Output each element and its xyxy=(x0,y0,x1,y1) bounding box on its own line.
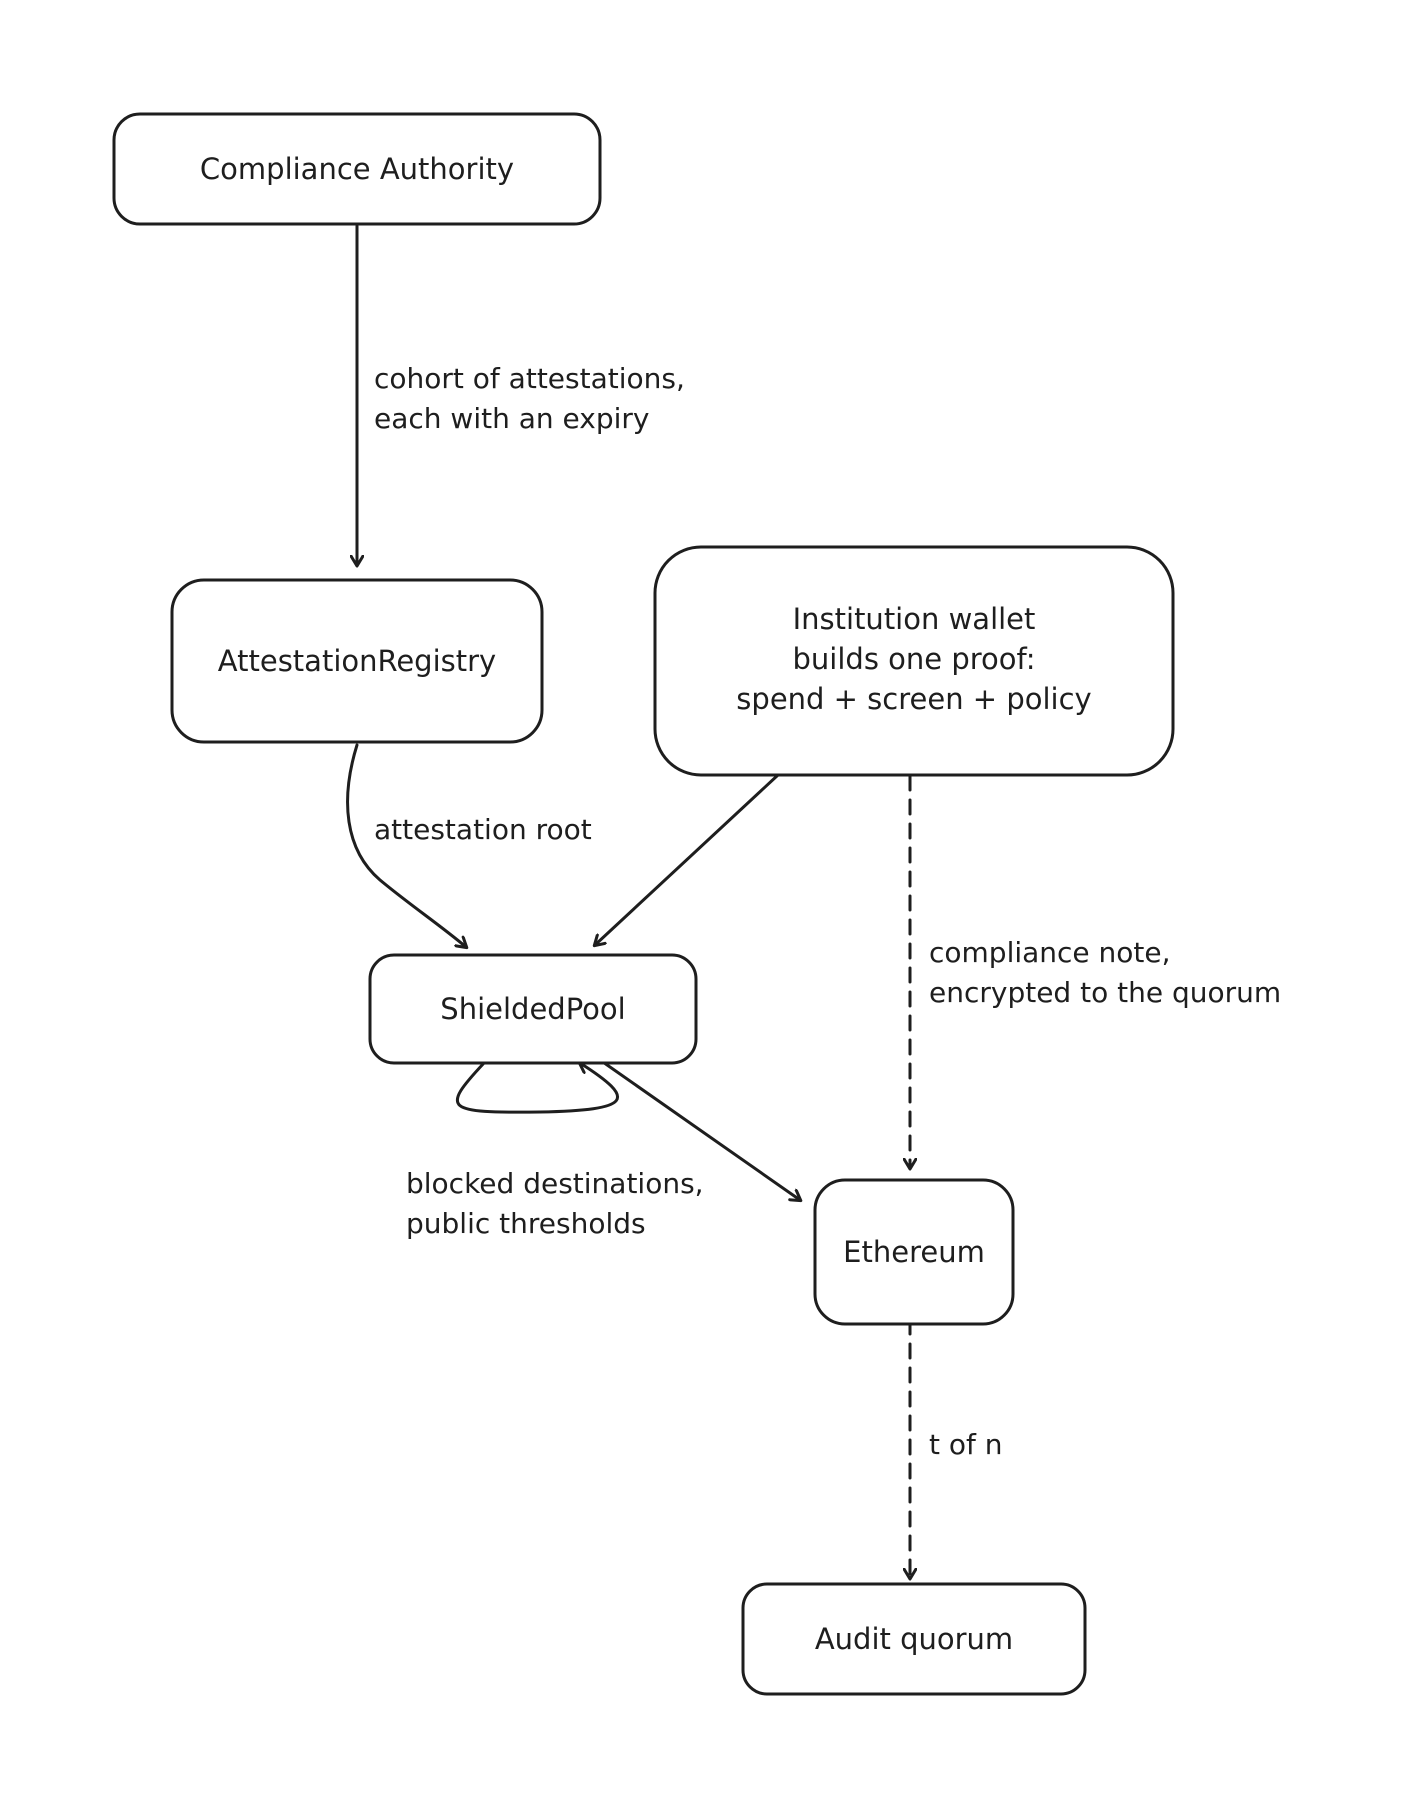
edge-label-line: blocked destinations, xyxy=(406,1167,704,1200)
edge-label-wallet-to-ethereum xyxy=(929,936,1281,1009)
node-label: Compliance Authority xyxy=(199,152,515,186)
node-compliance-authority[interactable] xyxy=(114,114,600,224)
edge-label-line: each with an expiry xyxy=(374,402,650,435)
node-label: Audit quorum xyxy=(814,1622,1014,1656)
edge-label-line: attestation root xyxy=(374,813,592,846)
edge-wallet-to-pool xyxy=(595,775,778,945)
edge-label-line: compliance note, xyxy=(929,936,1171,969)
edge-label-line: public thresholds xyxy=(406,1207,646,1240)
edge-label-authority-to-registry xyxy=(374,362,685,435)
node-label: Institution wallet xyxy=(792,602,1036,636)
edge-label-line: encrypted to the quorum xyxy=(929,976,1282,1009)
node-label: ShieldedPool xyxy=(440,992,626,1026)
node-attestation-registry[interactable] xyxy=(172,580,542,742)
node-label: Ethereum xyxy=(843,1235,985,1269)
node-label: AttestationRegistry xyxy=(217,644,497,678)
edge-label-ethereum-to-quorum xyxy=(929,1428,1003,1461)
node-institution-wallet[interactable] xyxy=(655,547,1173,775)
node-label: builds one proof: xyxy=(792,642,1036,676)
edge-registry-to-pool xyxy=(348,745,466,947)
node-label: spend + screen + policy xyxy=(736,682,1092,716)
edge-label-line: t of n xyxy=(929,1428,1003,1461)
edge-label-registry-to-pool xyxy=(374,813,592,846)
edge-label-line: cohort of attestations, xyxy=(374,362,685,395)
node-ethereum[interactable] xyxy=(815,1180,1013,1324)
node-shielded-pool[interactable] xyxy=(370,955,696,1063)
edge-pool-self-loop xyxy=(457,1063,617,1112)
edge-label-pool-to-ethereum xyxy=(406,1167,704,1240)
node-audit-quorum[interactable] xyxy=(743,1584,1085,1694)
